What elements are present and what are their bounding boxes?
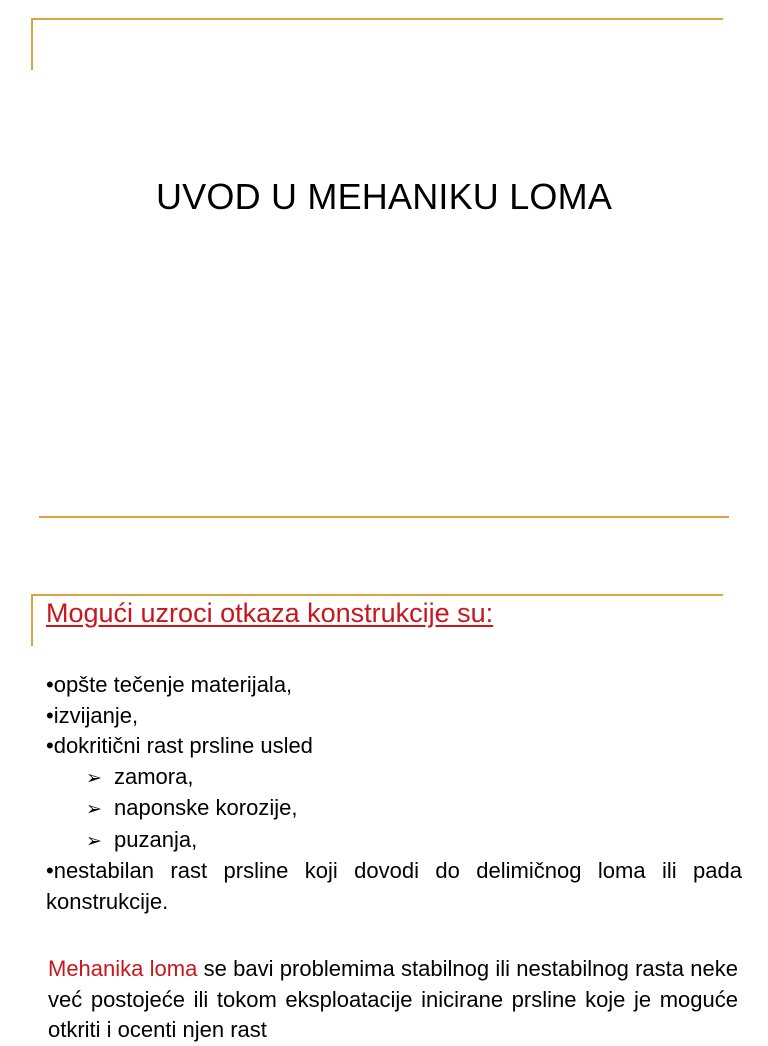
sub-bullet-item (46, 793, 742, 825)
arrow-bullet-icon: ➢ (86, 798, 102, 820)
slide1-title: UVOD U MEHANIKU LOMA (155, 176, 613, 217)
sub-bullet-item (46, 762, 742, 794)
mehanika-loma-paragraph (48, 954, 738, 1046)
slide1-bottom-rule (39, 516, 729, 518)
sub-bullet-label: zamora, (114, 763, 194, 789)
sub-bullet-item (46, 825, 742, 857)
paragraph-highlight: Mehanika loma (48, 956, 198, 981)
bullet-item-last: •nestabilan rast prsline koji dovodi do delimičnog loma ili pada konstrukcije. (46, 858, 742, 914)
bullet-item: •opšte tečenje materijala, (46, 672, 293, 697)
slide2-top-rule (32, 594, 723, 596)
paragraph-text: se bavi problemima stabilnog ili nestabilnog rasta neke već postojeće ili tokom eksploatacije inicirane prsline koje je moguće otkriti i ocenti njen rast (48, 956, 738, 1042)
slide2-left-rule (31, 594, 33, 646)
slide1-left-rule (31, 18, 33, 70)
slide2-heading: Mogući uzroci otkaza konstrukcije su: (46, 598, 494, 628)
bullet-item: •izvijanje, (46, 702, 139, 728)
sub-bullet-label: naponske korozije, (114, 795, 298, 820)
arrow-bullet-icon: ➢ (86, 766, 102, 789)
sub-bullet-label: puzanja, (114, 826, 198, 852)
slide1-top-rule (32, 18, 723, 20)
arrow-bullet-icon: ➢ (86, 829, 102, 852)
bullet-list (46, 670, 742, 917)
bullet-item: •dokritični rast prsline usled (46, 733, 313, 758)
